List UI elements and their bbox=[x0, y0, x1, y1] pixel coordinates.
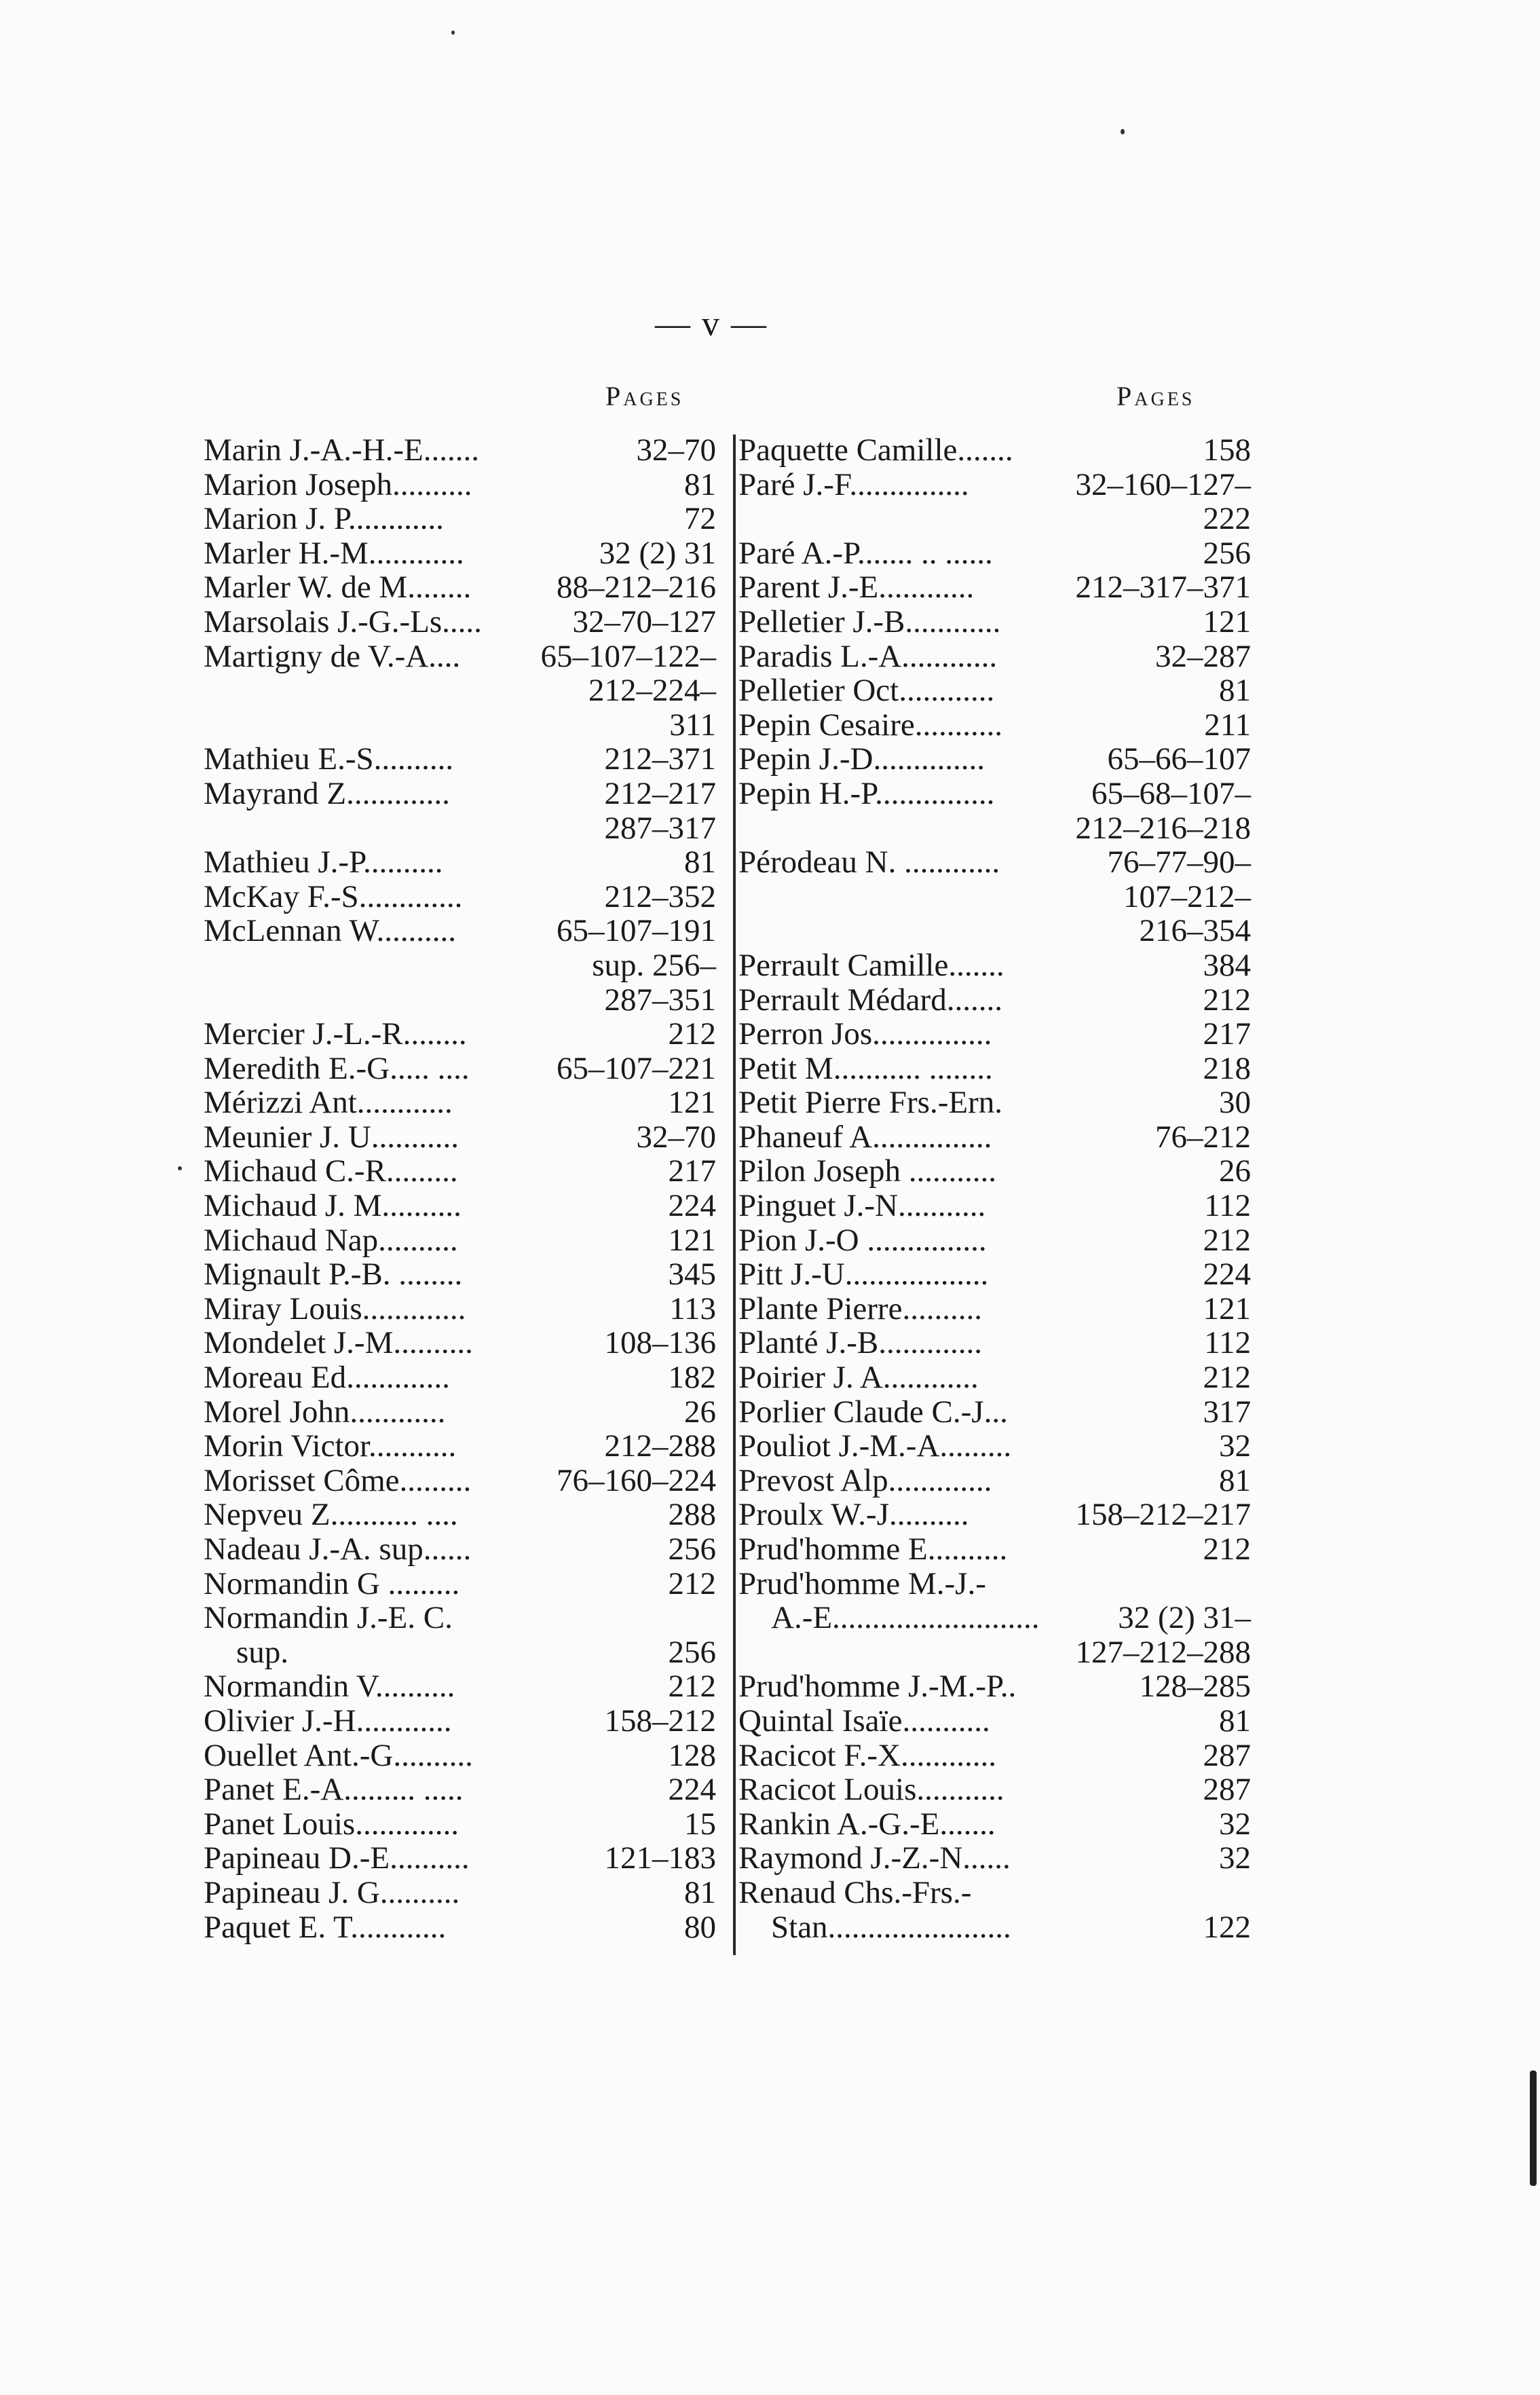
entry-pages: 80 bbox=[684, 1909, 716, 1945]
entry-name: Racicot F.-X............ bbox=[738, 1737, 997, 1773]
index-entry bbox=[204, 983, 716, 1018]
index-entry bbox=[204, 1052, 716, 1086]
index-entry bbox=[738, 914, 1251, 948]
index-entry bbox=[738, 1498, 1251, 1532]
index-entry bbox=[738, 1635, 1251, 1670]
index-entry bbox=[738, 1739, 1251, 1773]
entry-name: Pérodeau N. ............ bbox=[738, 844, 1000, 880]
entry-pages: 384 bbox=[1203, 947, 1251, 983]
index-entry bbox=[204, 673, 716, 708]
entry-name: Prud'homme M.-J.- bbox=[738, 1565, 986, 1601]
entry-pages: 108–136 bbox=[604, 1325, 716, 1361]
entry-pages: 122 bbox=[1203, 1909, 1251, 1945]
scan-edge-mark bbox=[1530, 2071, 1537, 2186]
index-entry bbox=[204, 605, 716, 639]
entry-pages: 212 bbox=[668, 1565, 716, 1601]
entry-pages: 158 bbox=[1203, 432, 1251, 468]
index-entry bbox=[204, 1704, 716, 1739]
index-entry bbox=[738, 605, 1251, 639]
entry-pages: 32–287 bbox=[1155, 638, 1251, 674]
entry-name: Mathieu E.-S.......... bbox=[204, 741, 454, 777]
index-entry bbox=[738, 1567, 1251, 1601]
index-entry bbox=[738, 1464, 1251, 1498]
entry-pages: 121 bbox=[1203, 604, 1251, 639]
index-entry bbox=[204, 1876, 716, 1910]
entry-pages: 65–66–107 bbox=[1107, 741, 1251, 777]
entry-name: Quintal Isaïe........... bbox=[738, 1703, 990, 1739]
index-entry bbox=[204, 1189, 716, 1223]
entry-pages: 224 bbox=[1203, 1257, 1251, 1293]
entry-name: Perron Jos............... bbox=[738, 1016, 992, 1052]
index-entry bbox=[204, 1807, 716, 1842]
entry-pages: 88–212–216 bbox=[557, 570, 716, 606]
entry-name: Michaud C.-R......... bbox=[204, 1153, 458, 1189]
index-entry bbox=[738, 1772, 1251, 1807]
index-entry bbox=[204, 1120, 716, 1155]
index-entry bbox=[738, 1601, 1251, 1635]
index-entry bbox=[738, 1257, 1251, 1292]
entry-name: Miray Louis............. bbox=[204, 1291, 466, 1326]
entry-pages: sup. 256– bbox=[592, 947, 716, 983]
entry-pages: 287 bbox=[1203, 1737, 1251, 1773]
entry-pages: 121 bbox=[1203, 1291, 1251, 1326]
index-entry bbox=[738, 1910, 1251, 1945]
entry-name: Pion J.-O ............... bbox=[738, 1222, 987, 1258]
entry-name: Mignault P.-B. ........ bbox=[204, 1257, 463, 1293]
entry-pages: 212 bbox=[1203, 1360, 1251, 1396]
index-entry bbox=[204, 1601, 716, 1635]
entry-pages: 81 bbox=[684, 844, 716, 880]
entry-name: Panet E.-A......... ..... bbox=[204, 1772, 464, 1808]
entry-pages: 26 bbox=[1219, 1153, 1251, 1189]
entry-name: Prud'homme E.......... bbox=[738, 1531, 1008, 1567]
entry-pages: 212–217 bbox=[604, 775, 716, 811]
index-entry bbox=[738, 502, 1251, 536]
entry-pages: 72 bbox=[684, 501, 716, 537]
entry-name: Nadeau J.-A. sup...... bbox=[204, 1531, 472, 1567]
entry-name: McKay F.-S............. bbox=[204, 878, 463, 914]
index-entry bbox=[204, 570, 716, 605]
entry-pages: 121 bbox=[668, 1222, 716, 1258]
entry-pages: 112 bbox=[1204, 1325, 1251, 1361]
entry-pages: 311 bbox=[669, 707, 716, 743]
index-entry bbox=[738, 1017, 1251, 1052]
index-entry bbox=[204, 1910, 716, 1945]
index-entry bbox=[204, 777, 716, 811]
entry-name: Paré A.-P....... .. ...... bbox=[738, 535, 993, 571]
entry-pages: 113 bbox=[669, 1291, 716, 1326]
entry-name: Papineau D.-E.......... bbox=[204, 1840, 470, 1876]
entry-name: Morin Victor........... bbox=[204, 1428, 457, 1464]
entry-name: Meunier J. U........... bbox=[204, 1119, 459, 1155]
entry-pages: 32–70 bbox=[636, 1119, 716, 1155]
entry-name: Papineau J. G.......... bbox=[204, 1874, 460, 1910]
entry-name: Pelletier Oct............ bbox=[738, 673, 995, 709]
entry-pages: 15 bbox=[684, 1806, 716, 1842]
index-entry bbox=[204, 1326, 716, 1360]
index-entry bbox=[738, 1360, 1251, 1395]
index-entry bbox=[738, 536, 1251, 571]
entry-name: Paradis L.-A............ bbox=[738, 638, 998, 674]
entry-name: Normandin J.-E. C. bbox=[204, 1600, 453, 1636]
entry-pages: 76–77–90– bbox=[1107, 844, 1251, 880]
index-entry bbox=[738, 1189, 1251, 1223]
entry-name: Pilon Joseph ........... bbox=[738, 1153, 996, 1189]
index-entry bbox=[204, 1154, 716, 1189]
entry-pages: 158–212 bbox=[604, 1703, 716, 1739]
entry-pages: 32 bbox=[1219, 1806, 1251, 1842]
index-entry bbox=[204, 1292, 716, 1326]
entry-name: Petit M........... ........ bbox=[738, 1050, 993, 1086]
entry-name: Normandin V.......... bbox=[204, 1669, 455, 1705]
index-entry bbox=[738, 1669, 1251, 1704]
index-entry bbox=[204, 468, 716, 502]
entry-name: Pouliot J.-M.-A......... bbox=[738, 1428, 1012, 1464]
index-entry bbox=[204, 1429, 716, 1464]
entry-pages: 287–317 bbox=[604, 810, 716, 846]
entry-pages: 128 bbox=[668, 1737, 716, 1773]
index-entry bbox=[738, 1052, 1251, 1086]
index-entry bbox=[738, 742, 1251, 777]
index-entry bbox=[204, 1360, 716, 1395]
entry-name: sup. bbox=[236, 1634, 289, 1670]
entry-pages: 212–216–218 bbox=[1075, 810, 1251, 846]
entry-pages: 32–70 bbox=[636, 432, 716, 468]
entry-name: Prud'homme J.-M.-P.. bbox=[738, 1669, 1017, 1705]
index-entry bbox=[738, 1395, 1251, 1430]
column-divider bbox=[733, 434, 736, 1955]
index-entry bbox=[738, 708, 1251, 743]
entry-name: Mathieu J.-P.......... bbox=[204, 844, 443, 880]
index-column-right bbox=[738, 433, 1251, 1944]
index-entry bbox=[204, 1635, 716, 1670]
entry-name: McLennan W.......... bbox=[204, 913, 457, 949]
scan-speck bbox=[178, 1166, 182, 1170]
entry-pages: 287 bbox=[1203, 1772, 1251, 1808]
index-entry bbox=[738, 1292, 1251, 1326]
index-entry bbox=[204, 1257, 716, 1292]
entry-name: Pitt J.-U.................. bbox=[738, 1257, 989, 1293]
entry-pages: 65–107–191 bbox=[557, 913, 716, 949]
entry-name: Marler H.-M............ bbox=[204, 535, 464, 571]
entry-pages: 32 (2) 31 bbox=[599, 535, 716, 571]
index-entry bbox=[738, 1704, 1251, 1739]
entry-name: Normandin G ......... bbox=[204, 1565, 460, 1601]
index-entry bbox=[204, 433, 716, 468]
entry-name: Marler W. de M........ bbox=[204, 570, 472, 606]
scan-speck bbox=[1121, 129, 1125, 134]
entry-name: Ouellet Ant.-G.......... bbox=[204, 1737, 473, 1773]
entry-pages: 212–224– bbox=[588, 673, 716, 709]
entry-name: A.-E.......................... bbox=[771, 1600, 1040, 1636]
index-entry bbox=[204, 1841, 716, 1876]
entry-pages: 26 bbox=[684, 1394, 716, 1430]
entry-pages: 288 bbox=[668, 1497, 716, 1533]
index-entry bbox=[738, 639, 1251, 674]
entry-name: Morel John............ bbox=[204, 1394, 446, 1430]
index-entry bbox=[204, 1498, 716, 1532]
index-entry bbox=[738, 983, 1251, 1018]
index-entry bbox=[738, 811, 1251, 846]
entry-pages: 287–351 bbox=[604, 982, 716, 1018]
index-entry bbox=[204, 1532, 716, 1567]
entry-name: Marin J.-A.-H.-E....... bbox=[204, 432, 479, 468]
entry-name: Perrault Médard....... bbox=[738, 982, 1002, 1018]
entry-pages: 218 bbox=[1203, 1050, 1251, 1086]
entry-pages: 121 bbox=[668, 1085, 716, 1121]
index-entry bbox=[738, 845, 1251, 880]
entry-name: Michaud Nap.......... bbox=[204, 1222, 458, 1258]
entry-name: Mercier J.-L.-R........ bbox=[204, 1016, 467, 1052]
entry-pages: 32 bbox=[1219, 1428, 1251, 1464]
entry-pages: 212 bbox=[668, 1669, 716, 1705]
entry-name: Marion Joseph.......... bbox=[204, 466, 472, 502]
entry-pages: 212 bbox=[668, 1016, 716, 1052]
pages-column-heading-right: Pages bbox=[1116, 381, 1195, 411]
entry-pages: 65–107–122– bbox=[540, 638, 716, 674]
entry-name: Marsolais J.-G.-Ls..... bbox=[204, 604, 482, 639]
entry-pages: 112 bbox=[1204, 1188, 1251, 1224]
index-entry bbox=[204, 1669, 716, 1704]
entry-pages: 216–354 bbox=[1139, 913, 1251, 949]
entry-pages: 32–160–127– bbox=[1075, 466, 1251, 502]
entry-pages: 121–183 bbox=[604, 1840, 716, 1876]
index-entry bbox=[204, 1464, 716, 1498]
entry-pages: 212–288 bbox=[604, 1428, 716, 1464]
entry-name: Martigny de V.-A.... bbox=[204, 638, 461, 674]
entry-name: Morisset Côme......... bbox=[204, 1462, 472, 1498]
entry-pages: 345 bbox=[668, 1257, 716, 1293]
entry-pages: 81 bbox=[1219, 1462, 1251, 1498]
index-entry bbox=[204, 1017, 716, 1052]
entry-name: Meredith E.-G..... .... bbox=[204, 1050, 470, 1086]
entry-name: Mayrand Z............. bbox=[204, 775, 450, 811]
entry-pages: 65–68–107– bbox=[1091, 775, 1251, 811]
index-entry bbox=[738, 1429, 1251, 1464]
entry-pages: 224 bbox=[668, 1188, 716, 1224]
entry-pages: 76–212 bbox=[1155, 1119, 1251, 1155]
entry-pages: 127–212–288 bbox=[1075, 1634, 1251, 1670]
entry-name: Prevost Alp............. bbox=[738, 1462, 992, 1498]
entry-name: Poirier J. A............ bbox=[738, 1360, 979, 1396]
entry-name: Moreau Ed............. bbox=[204, 1360, 450, 1396]
entry-pages: 65–107–221 bbox=[557, 1050, 716, 1086]
entry-pages: 32 bbox=[1219, 1840, 1251, 1876]
entry-name: Rankin A.-G.-E....... bbox=[738, 1806, 996, 1842]
entry-pages: 256 bbox=[668, 1531, 716, 1567]
scan-speck bbox=[451, 31, 455, 35]
page-number-header: — v — bbox=[655, 305, 768, 344]
entry-pages: 211 bbox=[1204, 707, 1251, 743]
entry-pages: 212–317–371 bbox=[1075, 570, 1251, 606]
index-entry bbox=[204, 811, 716, 846]
index-entry bbox=[738, 1532, 1251, 1567]
index-entry bbox=[738, 468, 1251, 502]
entry-name: Planté J.-B............. bbox=[738, 1325, 983, 1361]
entry-pages: 212 bbox=[1203, 1222, 1251, 1258]
entry-pages: 317 bbox=[1203, 1394, 1251, 1430]
entry-pages: 128–285 bbox=[1139, 1669, 1251, 1705]
index-entry bbox=[204, 1567, 716, 1601]
index-entry bbox=[204, 639, 716, 674]
entry-pages: 81 bbox=[1219, 1703, 1251, 1739]
entry-name: Pepin H.-P............... bbox=[738, 775, 995, 811]
entry-name: Pepin Cesaire........... bbox=[738, 707, 1002, 743]
index-entry bbox=[204, 1223, 716, 1258]
entry-name: Paquette Camille....... bbox=[738, 432, 1013, 468]
entry-name: Panet Louis............. bbox=[204, 1806, 459, 1842]
entry-name: Stan....................... bbox=[771, 1909, 1011, 1945]
index-entry bbox=[738, 1223, 1251, 1258]
index-entry bbox=[738, 433, 1251, 468]
entry-pages: 256 bbox=[668, 1634, 716, 1670]
entry-name: Raymond J.-Z.-N...... bbox=[738, 1840, 1011, 1876]
index-entry bbox=[204, 1085, 716, 1120]
entry-pages: 30 bbox=[1219, 1085, 1251, 1121]
entry-pages: 81 bbox=[684, 466, 716, 502]
index-entry bbox=[738, 1876, 1251, 1910]
index-entry bbox=[204, 948, 716, 983]
entry-name: Paquet E. T............ bbox=[204, 1909, 447, 1945]
entry-name: Phaneuf A............... bbox=[738, 1119, 992, 1155]
index-entry bbox=[204, 708, 716, 743]
index-entry bbox=[204, 880, 716, 914]
index-entry bbox=[204, 845, 716, 880]
entry-pages: 212–352 bbox=[604, 878, 716, 914]
entry-pages: 32–70–127 bbox=[572, 604, 716, 639]
index-entry bbox=[738, 948, 1251, 983]
index-entry bbox=[204, 914, 716, 948]
index-entry bbox=[204, 1739, 716, 1773]
index-column-left bbox=[204, 433, 716, 1944]
entry-pages: 81 bbox=[1219, 673, 1251, 709]
index-entry bbox=[738, 1085, 1251, 1120]
entry-pages: 158–212–217 bbox=[1075, 1497, 1251, 1533]
index-entry bbox=[738, 1326, 1251, 1360]
entry-name: Pelletier J.-B............ bbox=[738, 604, 1001, 639]
entry-pages: 76–160–224 bbox=[557, 1462, 716, 1498]
entry-pages: 212 bbox=[1203, 1531, 1251, 1567]
entry-name: Petit Pierre Frs.-Ern. bbox=[738, 1085, 1002, 1121]
entry-pages: 107–212– bbox=[1123, 878, 1251, 914]
index-entry bbox=[738, 673, 1251, 708]
entry-name: Renaud Chs.-Frs.- bbox=[738, 1874, 972, 1910]
entry-name: Racicot Louis........... bbox=[738, 1772, 1004, 1808]
index-entry bbox=[204, 742, 716, 777]
entry-pages: 212–371 bbox=[604, 741, 716, 777]
entry-pages: 217 bbox=[1203, 1016, 1251, 1052]
index-entry bbox=[738, 1807, 1251, 1842]
entry-name: Plante Pierre.......... bbox=[738, 1291, 982, 1326]
entry-name: Parent J.-E............ bbox=[738, 570, 975, 606]
entry-name: Paré J.-F............... bbox=[738, 466, 969, 502]
index-entry bbox=[738, 880, 1251, 914]
index-entry bbox=[738, 1841, 1251, 1876]
index-entry bbox=[738, 570, 1251, 605]
entry-pages: 81 bbox=[684, 1874, 716, 1910]
index-entry bbox=[204, 1772, 716, 1807]
index-entry bbox=[204, 502, 716, 536]
index-entry bbox=[738, 777, 1251, 811]
entry-name: Michaud J. M.......... bbox=[204, 1188, 462, 1224]
entry-name: Mérizzi Ant............ bbox=[204, 1085, 453, 1121]
entry-name: Mondelet J.-M.......... bbox=[204, 1325, 473, 1361]
pages-column-heading-left: Pages bbox=[605, 381, 684, 411]
entry-pages: 32 (2) 31– bbox=[1118, 1600, 1251, 1636]
entry-pages: 217 bbox=[668, 1153, 716, 1189]
entry-pages: 212 bbox=[1203, 982, 1251, 1018]
entry-pages: 224 bbox=[668, 1772, 716, 1808]
index-entry bbox=[738, 1154, 1251, 1189]
entry-name: Marion J. P............ bbox=[204, 501, 444, 537]
entry-name: Porlier Claude C.-J... bbox=[738, 1394, 1008, 1430]
entry-name: Pinguet J.-N........... bbox=[738, 1188, 986, 1224]
index-entry bbox=[738, 1120, 1251, 1155]
entry-name: Pepin J.-D.............. bbox=[738, 741, 985, 777]
index-entry bbox=[204, 1395, 716, 1430]
entry-name: Olivier J.-H............ bbox=[204, 1703, 452, 1739]
entry-pages: 182 bbox=[668, 1360, 716, 1396]
entry-name: Perrault Camille....... bbox=[738, 947, 1004, 983]
entry-pages: 222 bbox=[1203, 501, 1251, 537]
entry-name: Nepveu Z........... .... bbox=[204, 1497, 458, 1533]
entry-pages: 256 bbox=[1203, 535, 1251, 571]
index-entry bbox=[204, 536, 716, 571]
entry-name: Proulx W.-J.......... bbox=[738, 1497, 969, 1533]
